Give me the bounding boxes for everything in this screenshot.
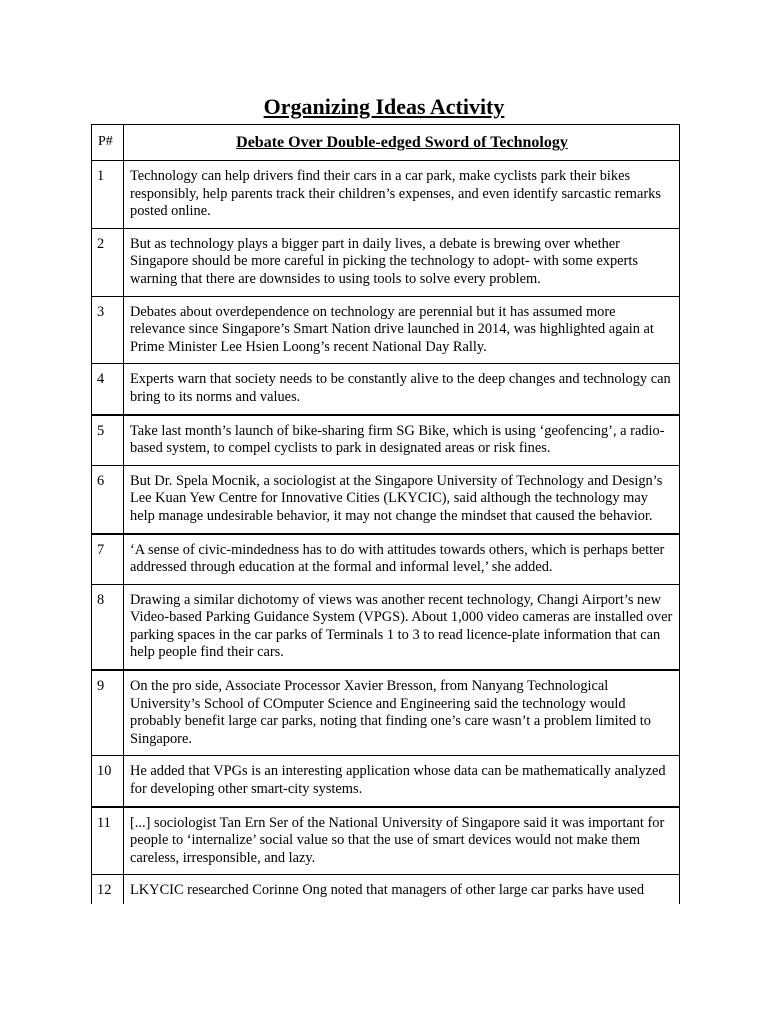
paragraph-text: He added that VPGs is an interesting application whose data can be mathematically analyzed for developing other smart-city systems. xyxy=(124,756,680,807)
paragraph-number-header: P# xyxy=(92,125,124,161)
table-row xyxy=(92,161,680,229)
table-row xyxy=(92,807,680,875)
table-header-row xyxy=(92,125,680,161)
table-row xyxy=(92,875,680,904)
paragraph-text: Take last month’s launch of bike-sharing firm SG Bike, which is using ‘geofencing’, a radio-based system, to compel cyclists to park in designated areas or risk fines. xyxy=(124,415,680,466)
paragraph-number: 9 xyxy=(92,670,124,756)
paragraph-text: ‘A sense of civic-mindedness has to do with attitudes towards others, which is perhaps better addressed through education at the formal and informal level,’ she added. xyxy=(124,534,680,585)
paragraph-text: But as technology plays a bigger part in daily lives, a debate is brewing over whether Singapore should be more careful in picking the technology to adopt- with some experts warning that there are downsides to using tools to solve every problem. xyxy=(124,228,680,296)
table-row xyxy=(92,364,680,415)
paragraph-number: 7 xyxy=(92,534,124,585)
table-row xyxy=(92,465,680,533)
paragraph-text: Drawing a similar dichotomy of views was another recent technology, Changi Airport’s new Video-based Parking Guidance System (VPGS). About 1,000 video cameras are installed over parking spaces in the car parks of Terminals 1 to 3 to read licence-plate information that can help people find their cars. xyxy=(124,584,680,670)
paragraph-number: 5 xyxy=(92,415,124,466)
table-row xyxy=(92,756,680,807)
debate-topic-header: Debate Over Double-edged Sword of Technology xyxy=(124,125,680,161)
paragraph-text: On the pro side, Associate Processor Xavier Bresson, from Nanyang Technological University’s School of COmputer Science and Engineering said the technology would probably benefit large car parks, noting that finding one’s care wasn’t a problem limited to Singapore. xyxy=(124,670,680,756)
table-row xyxy=(92,415,680,466)
paragraph-text: LKYCIC researched Corinne Ong noted that managers of other large car parks have used xyxy=(124,875,680,904)
paragraph-number: 3 xyxy=(92,296,124,364)
table-row xyxy=(92,228,680,296)
paragraph-number: 1 xyxy=(92,161,124,229)
paragraph-text: [...] sociologist Tan Ern Ser of the National University of Singapore said it was important for people to ‘internalize’ social value so that the use of smart devices would not make them careless, irresponsible, and lazy. xyxy=(124,807,680,875)
paragraph-number: 2 xyxy=(92,228,124,296)
paragraph-number: 11 xyxy=(92,807,124,875)
paragraph-number: 4 xyxy=(92,364,124,415)
table-row xyxy=(92,534,680,585)
ideas-table xyxy=(91,124,680,904)
table-row xyxy=(92,296,680,364)
paragraph-text: But Dr. Spela Mocnik, a sociologist at the Singapore University of Technology and Design’s Lee Kuan Yew Centre for Innovative Cities (LKYCIC), said although the technology may help manage undesirable behavior, it may not change the mindset that caused the behavior. xyxy=(124,465,680,533)
paragraph-number: 10 xyxy=(92,756,124,807)
page-title: Organizing Ideas Activity xyxy=(263,94,505,119)
paragraph-text: Technology can help drivers find their cars in a car park, make cyclists park their bikes responsibly, help parents track their children’s expenses, and even identify sarcastic remarks posted online. xyxy=(124,161,680,229)
paragraph-number: 6 xyxy=(92,465,124,533)
paragraph-text: Debates about overdependence on technology are perennial but it has assumed more relevance since Singapore’s Smart Nation drive launched in 2014, was highlighted again at Prime Minister Lee Hsien Loong’s recent National Day Rally. xyxy=(124,296,680,364)
paragraph-number: 8 xyxy=(92,584,124,670)
table-row xyxy=(92,584,680,670)
paragraph-number: 12 xyxy=(92,875,124,904)
paragraph-text: Experts warn that society needs to be constantly alive to the deep changes and technology can bring to its norms and values. xyxy=(124,364,680,415)
table-row xyxy=(92,670,680,756)
